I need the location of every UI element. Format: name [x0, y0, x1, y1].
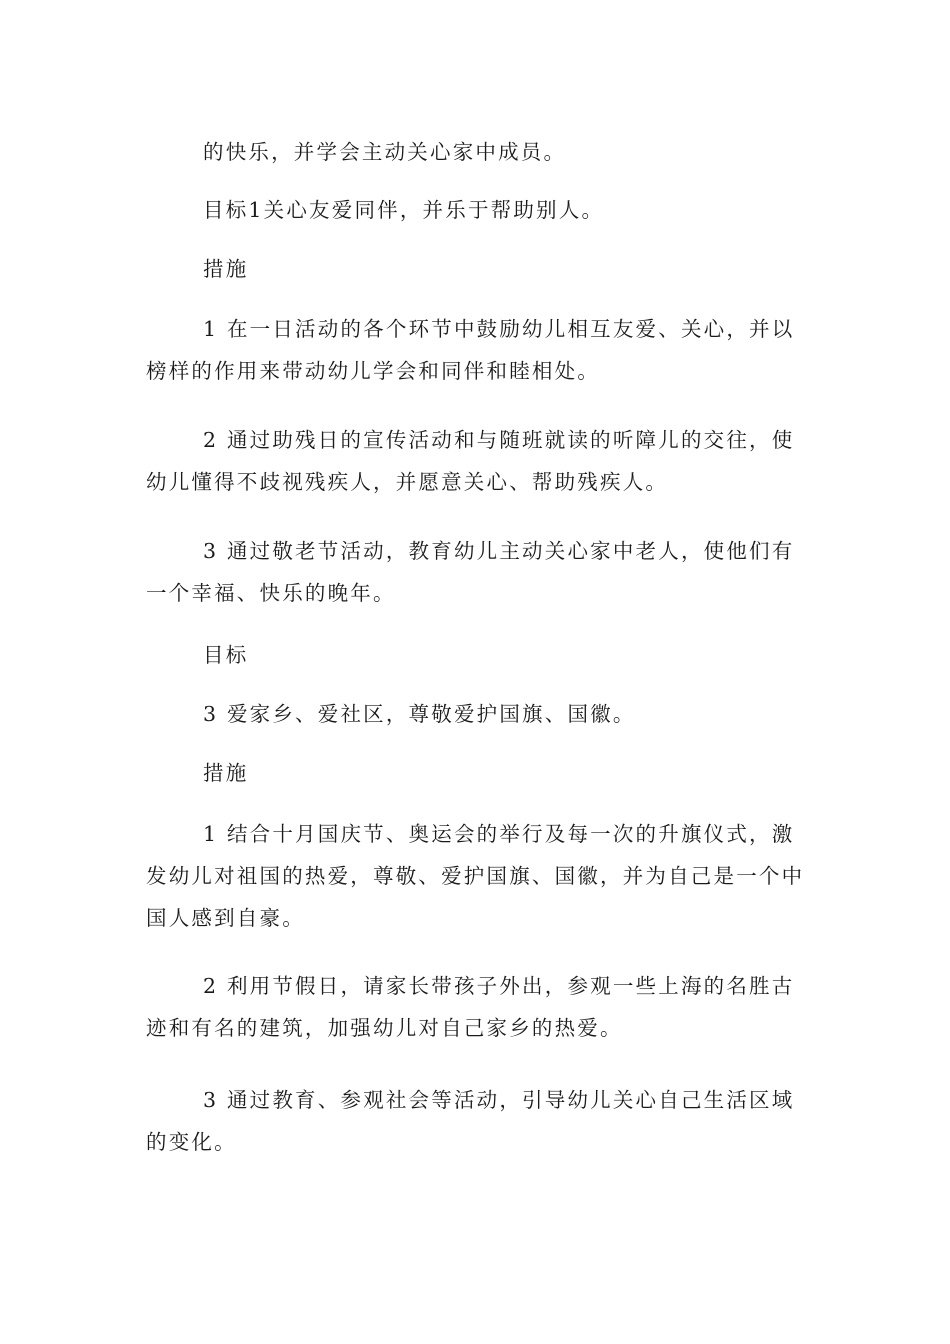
measures-heading-1: 措施	[203, 257, 249, 281]
goal-heading-1: 目标1关心友爱同伴，并乐于帮助别人。	[203, 198, 605, 222]
measure-item-4: 1 结合十月国庆节、奥运会的举行及每一次的升旗仪式，激发幼儿对祖国的热爱，尊敬、爱护国旗、国徽，并为自己是一个中国人感到自豪。	[146, 822, 805, 930]
measure-item-2: 2 通过助残日的宣传活动和与随班就读的听障儿的交往，使幼儿懂得不歧视残疾人，并愿意关心、帮助残疾人。	[146, 428, 795, 494]
paragraph-continuation: 的快乐，并学会主动关心家中成员。	[203, 140, 567, 164]
measure-item-5: 2 利用节假日，请家长带孩子外出，参观一些上海的名胜古迹和有名的建筑，加强幼儿对自己家乡的热爱。	[146, 974, 795, 1040]
measure-item-6: 3 通过教育、参观社会等活动，引导幼儿关心自己生活区域的变化。	[146, 1088, 795, 1154]
goal-heading-label: 目标	[203, 643, 249, 667]
measure-item-1: 1 在一日活动的各个环节中鼓励幼儿相互友爱、关心，并以榜样的作用来带动幼儿学会和同伴和睦相处。	[146, 317, 795, 383]
measures-heading-2: 措施	[203, 761, 249, 785]
measure-item-3: 3 通过敬老节活动，教育幼儿主动关心家中老人，使他们有一个幸福、快乐的晚年。	[146, 539, 795, 605]
goal-heading-3: 3 爱家乡、爱社区，尊敬爱护国旗、国徽。	[203, 702, 636, 726]
